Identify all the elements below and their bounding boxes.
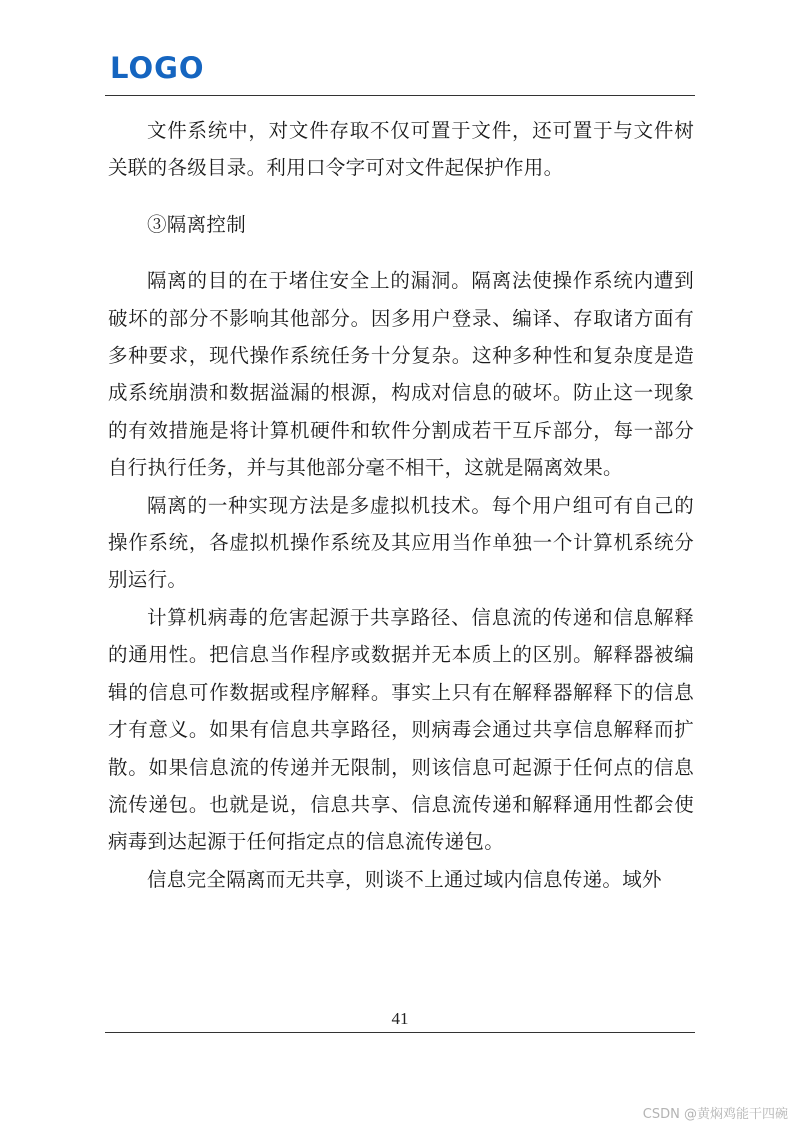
paragraph-file-access: 文件系统中，对文件存取不仅可置于文件，还可置于与文件树关联的各级目录。利用口令字可对文件起保护作用。: [108, 119, 694, 180]
page-content: [108, 112, 694, 898]
section-heading-isolation-control: ③隔离控制: [147, 212, 247, 236]
paragraph-virus-harm: 计算机病毒的危害起源于共享路径、信息流的传递和信息解释的通用性。把信息当作程序或数据并无本质上的区别。解释器被编辑的信息可作数据或程序解释。事实上只有在解释器解释下的信息才有意义。如果有信息共享路径，则病毒会通过共享信息解释而扩散。如果信息流的传递并无限制，则该信息可起源于任何点的信息流传递包。也就是说，信息共享、信息流传递和解释通用性都会使病毒到达起源于任何指定点的信息流传递包。: [108, 605, 694, 854]
paragraph-virtual-machine: 隔离的一种实现方法是多虚拟机技术。每个用户组可有自己的操作系统，各虚拟机操作系统及其应用当作单独一个计算机系统分别运行。: [108, 493, 694, 592]
header-divider: [105, 95, 695, 96]
logo: LOGO: [110, 51, 205, 85]
footer-divider: [105, 1032, 695, 1033]
page-number: 41: [391, 1009, 409, 1028]
paragraph-isolation-purpose: 隔离的目的在于堵住安全上的漏洞。隔离法使操作系统内遭到破坏的部分不影响其他部分。因多用户登录、编译、存取诸方面有多种要求，现代操作系统任务十分复杂。这种多种性和复杂度是造成系统崩溃和数据溢漏的根源，构成对信息的破坏。防止这一现象的有效措施是将计算机硬件和软件分割成若干互斥部分，每一部分自行执行任务，并与其他部分毫不相干，这就是隔离效果。: [108, 269, 694, 480]
paragraph-complete-isolation: 信息完全隔离而无共享，则谈不上通过域内信息传递。域外: [147, 867, 662, 891]
watermark: CSDN @黄焖鸡能干四碗: [642, 1107, 788, 1122]
